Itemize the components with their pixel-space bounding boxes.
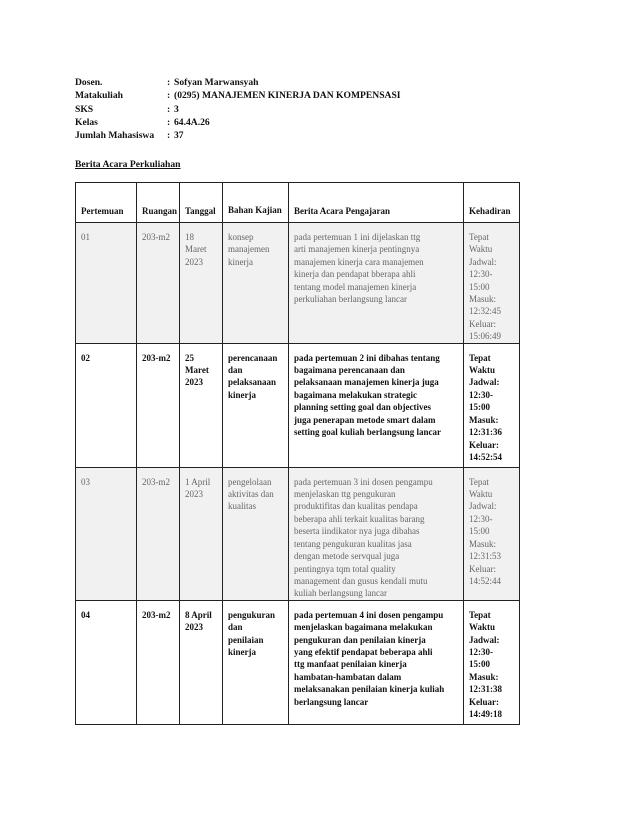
cell-berita-acara: pada pertemuan 4 ini dosen pengampu menjelaskan bagaimana melakukan pengukuran dan penilaian kinerja yang efektif pendapat beberapa ahli ttg manfaat penilaian kinerja hambatan-hambatan dalam melaksanakan penilaian kinerja kuliah berlangsung lancar	[289, 600, 464, 724]
cell-bahan-kajian: pengukuran dan penilaian kinerja	[223, 600, 289, 724]
cell-berita-acara: pada pertemuan 2 ini dibahas tentang bagaimana perencanaan dan pelaksanaan manajemen kinerja juga bagaimana melakukan strategic planning setting goal dan objectives juga penerapan metode smart dalam setting goal kuliah berlangsung lancar	[289, 343, 464, 467]
cell-pertemuan: 01	[76, 223, 137, 344]
cell-bahan-kajian: pengelolaan aktivitas dan kualitas	[223, 467, 289, 600]
info-value: 37	[174, 130, 184, 142]
cell-kehadiran: Tepat Waktu Jadwal: 12:30- 15:00 Masuk: 12:31:53 Keluar: 14:52:44	[464, 467, 520, 600]
cell-berita-acara: pada pertemuan 3 ini dosen pengampu menjelaskan ttg pengukuran produktifitas dan kualitas pendapa beberapa ahli terkait kualitas barang beserta iindikator nya juga dibahas tentang pengukuran kualitas jasa dengan metode servqual juga pentingnya tqm total quality management dan gusus kendali mutu kuliah berlangsung lancar	[289, 467, 464, 600]
berita-acara-table	[75, 182, 520, 725]
info-label: Matakuliah	[75, 90, 123, 102]
cell-pertemuan: 04	[76, 600, 137, 724]
cell-berita-acara: pada pertemuan 1 ini dijelaskan ttg arti manajemen kinerja pentingnya manajemen kinerja cara manajemen kinerja dan pendapat bberapa ahli tentang model manajemen kinerja perkuliahan berlangsung lancar	[289, 223, 464, 344]
cell-ruangan: 203-m2	[137, 600, 180, 724]
cell-bahan-kajian: konsep manajemen kinerja	[223, 223, 289, 344]
info-label: SKS	[75, 103, 94, 115]
table-row	[76, 467, 520, 600]
cell-ruangan: 203-m2	[137, 223, 180, 344]
info-label: Kelas	[75, 116, 98, 128]
info-separator: :	[167, 90, 171, 102]
column-header-tanggal: Tanggal	[180, 183, 223, 223]
info-separator: :	[167, 116, 171, 128]
column-header-berita-acara: Berita Acara Pengajaran	[289, 183, 464, 223]
info-value: 64.4A.26	[174, 116, 210, 128]
info-value: Sofyan Marwansyah	[174, 77, 259, 88]
info-row-dosen	[75, 76, 401, 89]
table-row	[76, 600, 520, 724]
cell-tanggal: 8 April 2023	[180, 600, 223, 724]
column-header-pertemuan: Pertemuan	[76, 183, 137, 223]
info-separator: :	[167, 77, 171, 88]
info-label: Dosen.	[75, 77, 103, 88]
table-header-row	[76, 183, 520, 223]
cell-kehadiran: Tepat Waktu Jadwal: 12:30- 15:00 Masuk: 12:32:45 Keluar: 15:06:49	[464, 223, 520, 344]
info-separator: :	[167, 103, 171, 115]
column-header-kehadiran: Kehadiran	[464, 183, 520, 223]
info-row-matakuliah	[75, 89, 401, 102]
cell-pertemuan: 02	[76, 343, 137, 467]
cell-bahan-kajian: perencanaan dan pelaksanaan kinerja	[223, 343, 289, 467]
section-title: Berita Acara Perkuliahan	[75, 159, 181, 170]
info-separator: :	[167, 130, 171, 142]
cell-ruangan: 203-m2	[137, 343, 180, 467]
column-header-bahan-kajian: Bahan Kajian	[223, 183, 289, 223]
cell-kehadiran: Tepat Waktu Jadwal: 12:30- 15:00 Masuk: 12:31:36 Keluar: 14:52:54	[464, 343, 520, 467]
info-row-sks	[75, 103, 401, 116]
info-label: Jumlah Mahasiswa	[75, 130, 155, 142]
info-row-jumlah-mahasiswa	[75, 129, 401, 142]
info-value: (0295) MANAJEMEN KINERJA DAN KOMPENSASI	[174, 90, 401, 102]
info-value: 3	[174, 103, 179, 115]
cell-tanggal: 1 April 2023	[180, 467, 223, 600]
cell-ruangan: 203-m2	[137, 467, 180, 600]
column-header-ruangan: Ruangan	[137, 183, 180, 223]
cell-pertemuan: 03	[76, 467, 137, 600]
course-info	[75, 76, 401, 142]
table-row	[76, 343, 520, 467]
table-row	[76, 223, 520, 344]
cell-kehadiran: Tepat Waktu Jadwal: 12:30- 15:00 Masuk: 12:31:38 Keluar: 14:49:18	[464, 600, 520, 724]
info-row-kelas	[75, 116, 401, 129]
cell-tanggal: 25 Maret 2023	[180, 343, 223, 467]
cell-tanggal: 18 Maret 2023	[180, 223, 223, 344]
